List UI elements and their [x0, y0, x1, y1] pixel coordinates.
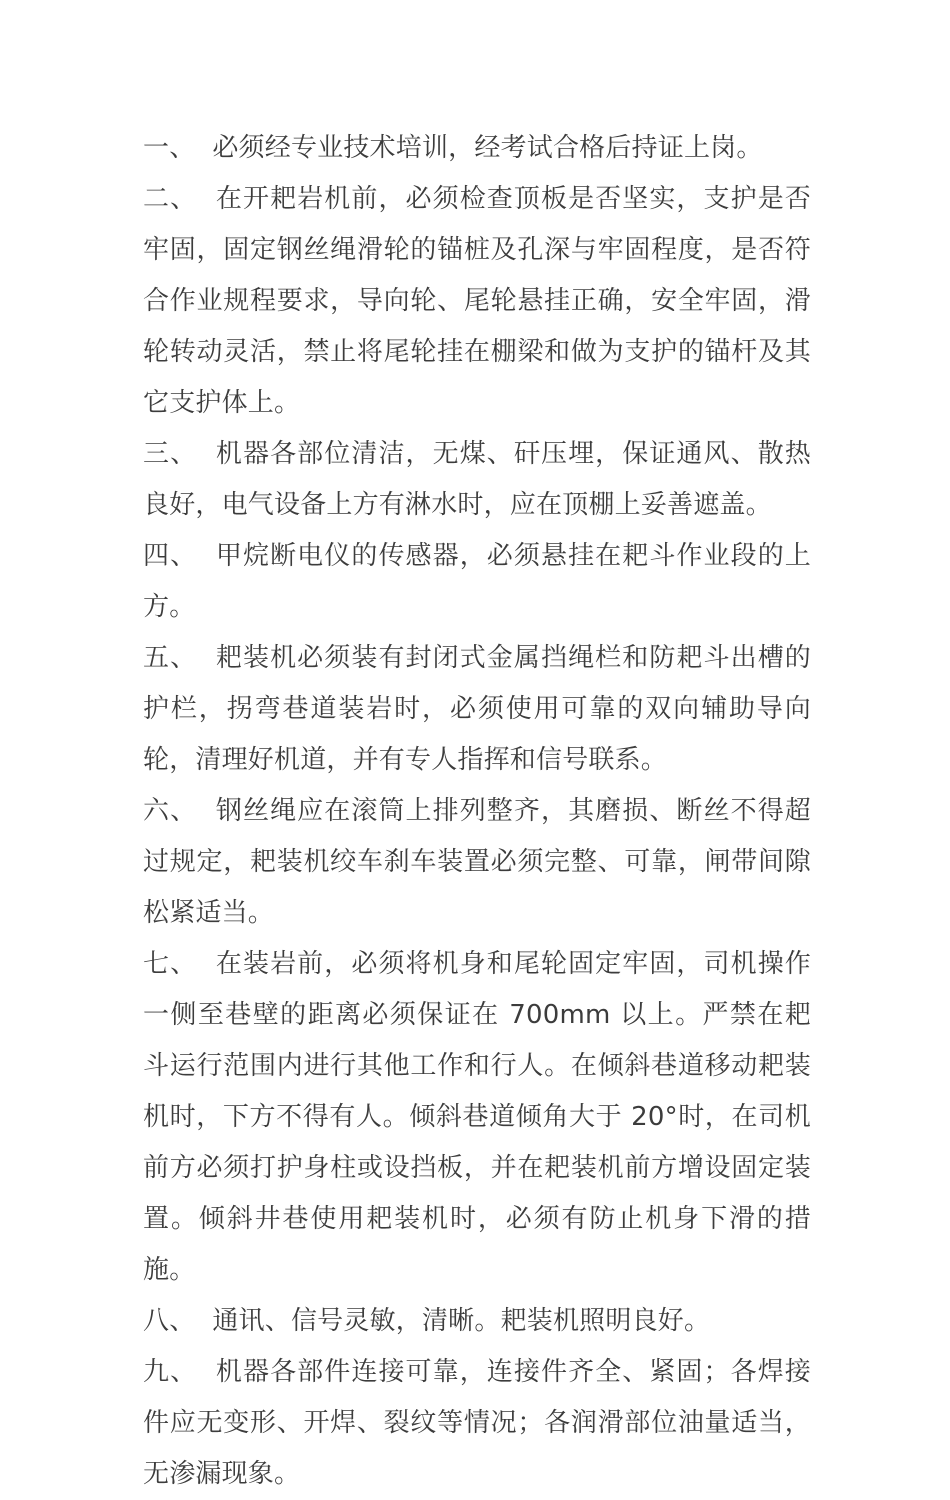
clause-item — [143, 123, 811, 174]
clause-marker: 八、 — [143, 1306, 196, 1336]
clause-text: 在开耙岩机前，必须检查顶板是否坚实，支护是否牢固，固定钢丝绳滑轮的锚桩及孔深与牢固程度，是否符合作业规程要求，导向轮、尾轮悬挂正确，安全牢固，滑轮转动灵活，禁止将尾轮挂在棚梁和做为支护的锚杆及其它支护体上。 — [143, 184, 811, 418]
clause-text: 钢丝绳应在滚筒上排列整齐，其磨损、断丝不得超过规定，耙装机绞车刹车装置必须完整、可靠，闸带间隙松紧适当。 — [143, 796, 811, 928]
clause-item — [143, 429, 811, 531]
clause-text: 必须经专业技术培训，经考试合格后持证上岗。 — [212, 133, 763, 163]
clause-item — [143, 1347, 811, 1500]
clause-marker: 七、 — [143, 949, 198, 979]
clause-item — [143, 786, 811, 939]
clause-text: 在装岩前，必须将机身和尾轮固定牢固，司机操作一侧至巷壁的距离必须保证在 700mm 以上。严禁在耙斗运行范围内进行其他工作和行人。在倾斜巷道移动耙装机时，下方不得有人。倾斜巷道倾角大于 20°时，在司机前方必须打护身柱或设挡板，并在耙装机前方增设固定装置。倾斜井巷使用耙装机时，必须有防止机身下滑的措施。 — [143, 949, 811, 1285]
clause-text: 机器各部件连接可靠，连接件齐全、紧固；各焊接件应无变形、开焊、裂纹等情况；各润滑部位油量适当，无渗漏现象。 — [143, 1357, 811, 1489]
clause-text: 甲烷断电仪的传感器，必须悬挂在耙斗作业段的上方。 — [143, 541, 811, 622]
clause-marker: 九、 — [143, 1357, 198, 1387]
clause-marker: 一、 — [143, 133, 196, 163]
clause-text: 耙装机必须装有封闭式金属挡绳栏和防耙斗出槽的护栏，拐弯巷道装岩时，必须使用可靠的双向辅助导向轮，清理好机道，并有专人指挥和信号联系。 — [143, 643, 811, 775]
clause-item — [143, 531, 811, 633]
clause-marker: 二、 — [143, 184, 198, 214]
clause-item — [143, 174, 811, 429]
clause-text: 通讯、信号灵敏，清晰。耙装机照明良好。 — [212, 1306, 711, 1336]
clause-marker: 五、 — [143, 643, 198, 673]
clause-marker: 三、 — [143, 439, 198, 469]
clause-marker: 四、 — [143, 541, 198, 571]
clause-text: 机器各部位清洁，无煤、矸压埋，保证通风、散热良好，电气设备上方有淋水时，应在顶棚上妥善遮盖。 — [143, 439, 811, 520]
clause-item — [143, 1296, 811, 1347]
clause-item — [143, 633, 811, 786]
clause-marker: 六、 — [143, 796, 198, 826]
clause-item — [143, 939, 811, 1296]
document-body — [143, 123, 811, 1500]
